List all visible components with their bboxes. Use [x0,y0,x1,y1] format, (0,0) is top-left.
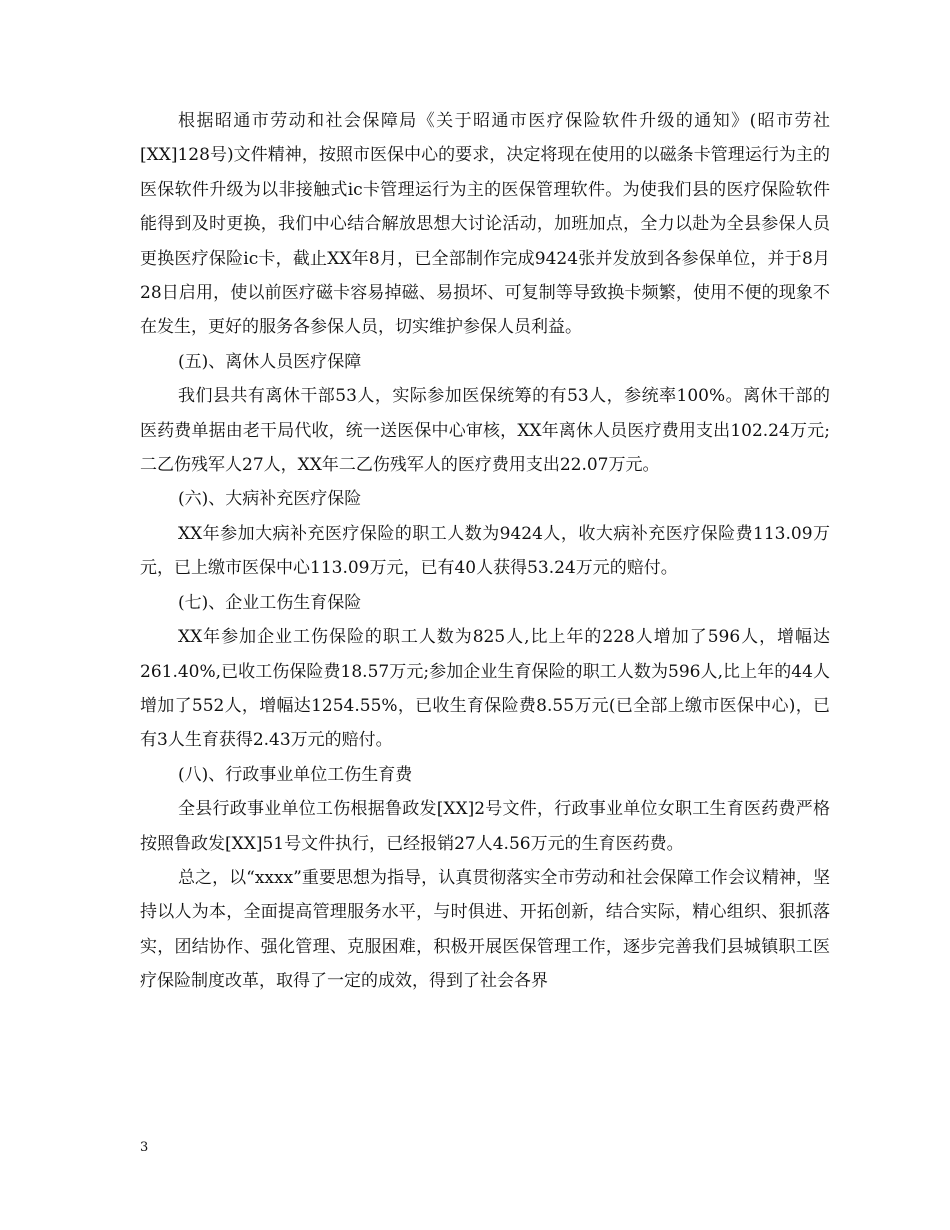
paragraph-summary: 总之，以“xxxx”重要思想为指导，认真贯彻落实全市劳动和社会保障工作会议精神，坚持以人为本，全面提高管理服务水平，与时俱进、开拓创新，结合实际，精心组织、狠抓落实，团结协作、强化管理、克服困难，积极开展医保管理工作，逐步完善我们县城镇职工医疗保险制度改革，取得了一定的成效，得到了社会各界 [140,867,830,992]
paragraph-administrative-units: 全县行政事业单位工伤根据鲁政发[XX]2号文件，行政事业单位女职工生育医药费严格按照鲁政发[XX]51号文件执行，已经报销27人4.56万元的生育医药费。 [140,799,830,854]
paragraph-retired-medical: 我们县共有离休干部53人，实际参加医保统筹的有53人，参统率100%。离休干部的医药费单据由老干局代收，统一送医保中心审核，XX年离休人员医疗费用支出102.24万元;二乙伤残军人27人，XX年二乙伤残军人的医疗费用支出22.07万元。 [140,386,830,476]
paragraph-major-illness: XX年参加大病补充医疗保险的职工人数为9424人，收大病补充医疗保险费113.09万元，已上缴市医保中心113.09万元，已有40人获得53.24万元的赔付。 [140,523,830,579]
heading-enterprise-injury-maternity: (七)、企业工伤生育保险 [178,592,362,613]
heading-major-illness: (六)、大病补充医疗保险 [178,489,362,510]
heading-retired-medical: (五)、离休人员医疗保障 [178,351,362,372]
paragraph-enterprise-injury-maternity: XX年参加企业工伤保险的职工人数为825人,比上年的228人增加了596人，增幅达261.40%,已收工伤保险费18.57万元;参加企业生育保险的职工人数为596人,比上年的44人增加了552人，增幅达1254.55%，已收生育保险费8.55万元(已全部上缴市医保中心)，已有3人生育获得2.43万元的赔付。 [140,627,830,751]
heading-administrative-units: (八)、行政事业单位工伤生育费 [178,764,413,785]
document-body [140,104,830,999]
paragraph-ic-card-upgrade: 根据昭通市劳动和社会保障局《关于昭通市医疗保险软件升级的通知》(昭市劳社[XX]128号)文件精神，按照市医保中心的要求，决定将现在使用的以磁条卡管理运行为主的医保软件升级为以非接触式ic卡管理运行为主的医保管理软件。为使我们县的医疗保险软件能得到及时更换，我们中心结合解放思想大讨论活动，加班加点，全力以赴为全县参保人员更换医疗保险ic卡，截止XX年8月，已全部制作完成9424张并发放到各参保单位，并于8月28日启用，使以前医疗磁卡容易掉磁、易损坏、可复制等导致换卡频繁，使用不便的现象不在发生，更好的服务各参保人员，切实维护参保人员利益。 [140,111,830,338]
page-number: 3 [140,1140,149,1155]
